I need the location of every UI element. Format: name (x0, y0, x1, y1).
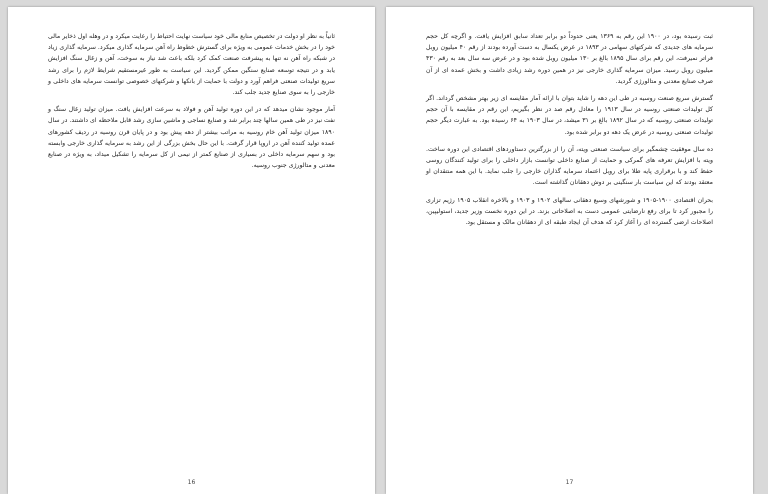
page-number: 17 (565, 479, 574, 486)
document-page-left (8, 7, 375, 494)
paragraph: ثانیاً به نظر او دولت در تخصیص منابع مالی خود سیاست نهایت احتیاط را رعایت میکرد و در وهله اول ذخایر مالی خود را در بخش خدمات عمومی به ویژه برای گسترش خطوط راه آهن سرمایه گذاری میکرد. سرمایه گذاری زیاد در شبکه راه آهن نه تنها به پیشرفت صنعت کمک کرد بلکه باعث شد نیاز به سوخت، آهن و زغال سنگ افزایش یابد و در نتیجه توسعه صنایع سنگین ممکن گردید. این سیاست به طور غیرمستقیم شرایط لازم را برای رشد سریع تولیدات صنعتی فراهم آورد و دولت با حمایت از بانکها و شرکتهای خصوصی توانست سرمایه های داخلی و خارجی را به سوی صنایع جدید جلب کند. (48, 33, 335, 97)
paragraph: ده سال موفقیت چشمگیر برای سیاست صنعتی ویته، آن را از بزرگترین دستاوردهای اقتصادی این دوره ساخت. ویته با افزایش تعرفه های گمرکی و حمایت از صنایع داخلی توانست بازار داخلی را برای تولید کنندگان روسی حفظ کند و با برقراری پایه طلا برای روبل اعتماد سرمایه گذاران خارجی را جلب نماید. با این همه منتقدان او معتقد بودند که این سیاست بار سنگینی بر دوش دهقانان گذاشته است. (426, 145, 713, 187)
paragraph: ثبت رسیده بود، در ۱۹۰۰ این رقم به ۱۳۶۹ یعنی حدوداً دو برابر تعداد سابق افزایش یافت. و اگرچه کل حجم سرمایه های جدیدی که شرکتهای سهامی در ۱۸۹۳ در عرض یکسال به دست آورده بودند از رقم ۴۰ میلیون روبل فراتر نمیرفت، این رقم برای سال ۱۸۹۵ بالغ بر ۱۳۰ میلیون روبل شده بود و در عرض سه سال بعد به رقم ۴۳۰ میلیون روبل رسید. میزان سرمایه گذاری خارجی نیز در همین دوره رشد زیادی داشت و بخش عمده ای از آن صرف صنایع معدنی و متالورژی گردید. (426, 33, 714, 85)
page-body (426, 31, 713, 234)
paragraph: آمار موجود نشان میدهد که در این دوره تولید آهن و فولاد به سرعت افزایش یافت. میزان تولید زغال سنگ و نفت نیز در طی همین سالها چند برابر شد و صنایع نساجی و ماشین سازی رشد قابل ملاحظه ای داشتند. در سال ۱۸۹۰ میزان تولید آهن خام روسیه به مراتب بیشتر از دهه پیش بود و در پایان قرن روسیه در ردیف کشورهای عمده تولید کننده آهن در اروپا قرار گرفت. با این حال بخش بزرگی از این رشد به سرمایه گذاری خارجی وابسته بود و سهم سرمایه داخلی در بسیاری از صنایع کمتر از نیمی از کل سرمایه را تشکیل میداد، به ویژه در صنایع معدنی و متالورژی جنوب روسیه. (48, 106, 335, 170)
page-number: 16 (187, 479, 196, 486)
paragraph: گسترش سریع صنعت روسیه در طی این دهه را شاید بتوان با ارائه آمار مقایسه ای زیر بهتر مشخص گرداند. اگر کل تولیدات صنعتی روسیه در سال ۱۹۱۳ را معادل رقم صد در نظر بگیریم، این رقم در مقایسه با آن حجم تولیدات صنعتی روسیه که در سال ۱۸۹۲ بالغ بر ۳۱ میشد، در سال ۱۹۰۳ به ۶۴ رسیده بود. به عبارت دیگر حجم تولیدات صنعتی روسیه در عرض یک دهه دو برابر شده بود. (426, 95, 713, 136)
page-body (48, 31, 335, 177)
paragraph: بحران اقتصادی ۱۹۰۰-۱۹۰۵ و شورشهای وسیع دهقانی سالهای ۱۹۰۲ و ۱۹۰۳ و بالاخره انقلاب ۱۹۰۵ رژیم تزاری را مجبور کرد تا برای رفع نارضایتی عمومی دست به اصلاحاتی بزند. در این دوره نخست وزیر جدید، استولیپین، اصلاحات ارضی گسترده ای را آغاز کرد که هدف آن ایجاد طبقه ای از دهقانان مالک و مستقل بود. (426, 196, 714, 227)
document-page-right (386, 7, 753, 494)
